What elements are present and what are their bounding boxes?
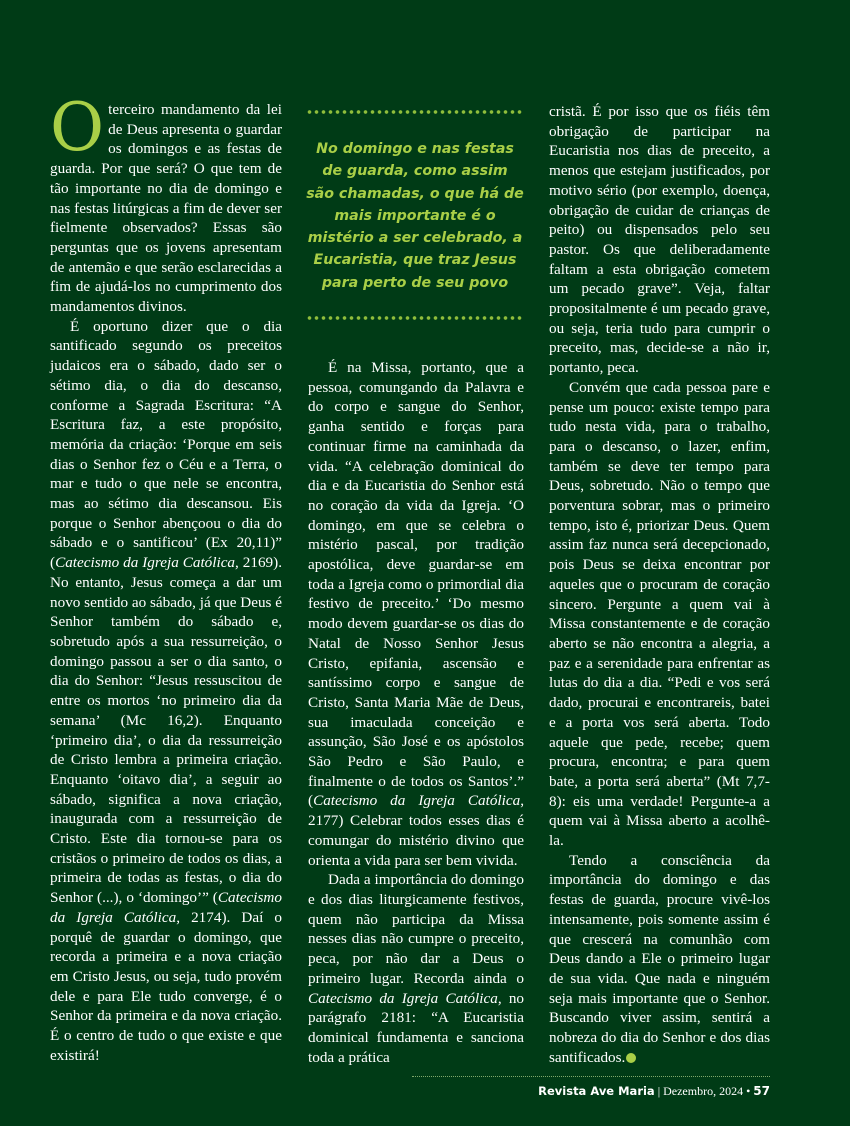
text-run: , 2177) Celebrar todos esses dias é comungar do mistério divino que orienta a vida para ser bem vivida. — [308, 792, 524, 869]
article-column-2 — [308, 358, 524, 1067]
page-number: 57 — [753, 1084, 770, 1098]
pull-quote-bottom-divider — [306, 314, 524, 322]
body-paragraph — [308, 358, 524, 870]
text-run: , 2169). No entanto, Jesus começa a dar um novo sentido ao sábado, já que Deus é Senhor também do sábado e, sobretudo após a sua ressurreição, o domingo passou a ser o dia santo, o dia do Senhor: “Jesus ressuscitou de entre os mortos ‘no primeiro dia da semana’ (Mc 16,2). Enquanto ‘primeiro dia’, o dia da ressurreição de Cristo lembra a primeira criação. Enquanto ‘oitavo dia’, a seguir ao sábado, significa a nova criação, inaugurada com a ressurreição de Cristo. Este dia tornou-se para os cristãos o primeiro de todos os dias, a primeira de todas as festas, o dia do Senhor (...), o ‘domingo’” ( — [50, 554, 282, 907]
intro-paragraph — [50, 89, 282, 317]
article-column-1 — [50, 89, 282, 1065]
closing-paragraph — [549, 851, 770, 1068]
page-footer — [538, 1084, 770, 1099]
citation: Catecismo da Igreja Católica — [313, 792, 521, 810]
text-run: , 2174). Daí o porquê de guardar o domingo, que recorda a primeira e a nova criação em Cristo Jesus, ou seja, tudo provém dele e para Ele tudo converge, é o Senhor da primeira e da nova criação. É o centro de tudo o que existe e que existirá! — [50, 908, 282, 1064]
citation: Catecismo da Igreja Católica — [50, 889, 282, 926]
body-paragraph: cristã. É por isso que os fiéis têm obrigação de participar na Eucaristia nos dias de preceito, a menos que estejam justificados, por motivo sério (por exemplo, doença, obrigação de cuidar de crianças de peito) ou dispensados pelo seu pastor. Os que deliberadamente faltam a esta obrigação cometem um pecado grave”. Veja, faltar propositalmente é um pecado grave, ou seja, teria tudo para cumprir o preceito, mas, decide-se a não ir, portanto, peca. — [549, 103, 770, 377]
text-run: , no parágrafo 2181: “A Eucaristia dominical fundamenta e sanciona toda a prática — [308, 989, 525, 1066]
citation: Catecismo da Igreja Católica — [308, 989, 498, 1007]
text-run: É oportuno dizer que o dia santificado segundo os preceitos judaicos era o sábado, dado ser o sétimo dia, o dia do descanso, conforme a Sagrada Escritura: “A Escritura faz, a este propósito, memória da criação: ‘Porque em seis dias o Senhor fez o Céu e a Terra, o mar e tudo o que nele se encontra, mas ao sétimo dia descansou. Eis porque o Senhor abençoou o dia do sábado e o santificou’ (Ex 20,11)” ( — [50, 317, 282, 572]
pull-quote-text: No domingo e nas festas de guarda, como assim são chamadas, o que há de mais importante é o mistério a ser celebrado, a Eucaristia, que traz Jesus para perto de seu povo — [306, 141, 524, 291]
end-of-article-icon — [626, 1053, 636, 1063]
pull-quote-top-divider — [306, 108, 524, 116]
text-run: É na Missa, portanto, que a pessoa, comungando da Palavra e do corpo e sangue do Senhor, ganha sentido e forças para continuar firme na caminhada da vida. “A celebração dominical do dia e da Eucaristia do Senhor está no coração da vida da Igreja. ‘O domingo, em que se celebra o mistério pascal, por tradição apostólica, deve guardar-se em toda a Igreja como o primordial dia festivo de preceito.’ ‘Do mesmo modo devem guardar-se os dias do Natal de Nosso Senhor Jesus Cristo, epifania, ascensão e santíssimo corpo e sangue de Cristo, Santa Maria Mãe de Deus, sua imaculada conceição e assunção, São José e os apóstolos São Pedro e São Paulo, e finalmente o de todos os Santos’.” ( — [308, 359, 524, 810]
footer-separator: | — [657, 1084, 661, 1098]
text-run: Dada a importância do domingo e dos dias liturgicamente festivos, quem não participa da Missa nesses dias não cumpre o preceito, peca, por não dar a Deus o primeiro lugar. Recorda ainda o — [308, 871, 524, 987]
drop-cap: O — [50, 89, 105, 166]
magazine-name: Revista Ave Maria — [538, 1084, 655, 1098]
footer-divider — [412, 1076, 770, 1077]
intro-text: terceiro mandamento da lei de Deus apresenta o guardar os domingos e as festas de guarda. Por que será? O que tem de tão importante no dia de domingo e nas festas litúrgicas a fim de dever ser fielmente observados? Essas são perguntas que os jovens apresentam de antemão e que serão esclarecidas a fim de ajudá-los no cumprimento dos mandamentos divinos. — [50, 101, 282, 316]
body-paragraph: Convém que cada pessoa pare e pense um pouco: existe tempo para tudo nesta vida, para o trabalho, para o descanso, o lazer, enfim, também se deve ter tempo para Deus, sobretudo. Não o tempo que porventura sobrar, mas o primeiro tempo, isto é, priorizar Deus. Quem assim faz nunca será decepcionado, pois Deus se deixa encontrar por aqueles que o procuram de coração sincero. Pergunte a quem vai à Missa constantemente e de coração aberto se não encontra a alegria, a paz e a serenidade para enfrentar as lutas do dia a dia. “Pedi e vos será dado, procurai e encontrareis, batei e a porta vos será aberta. Todo aquele que pede, recebe; quem procura, encontra; e para quem bate, a porta será aberta” (Mt 7,7-8): eis uma verdade! Pergunte-a a quem vai à Missa aberto a acolhê-la. — [549, 378, 770, 850]
text-run: Tendo a consciência da importância do domingo e das festas de guarda, procure vivê-los intensamente, pois somente assim é que crescerá na comunhão com Deus dando a Ele o primeiro lugar de sua vida. Que nada e ninguém seja mais importante que o Senhor. Buscando viver assim, sentirá a nobreza do dia do Senhor e dos dias santificados. — [549, 851, 770, 1066]
pull-quote — [306, 108, 524, 322]
issue-date: Dezembro, 2024 — [663, 1084, 744, 1098]
body-paragraph — [50, 317, 282, 1066]
citation: Catecismo da Igreja Católica — [55, 554, 236, 572]
article-column-3 — [549, 102, 770, 1067]
footer-bullet: • — [746, 1084, 751, 1098]
body-paragraph — [308, 870, 524, 1067]
